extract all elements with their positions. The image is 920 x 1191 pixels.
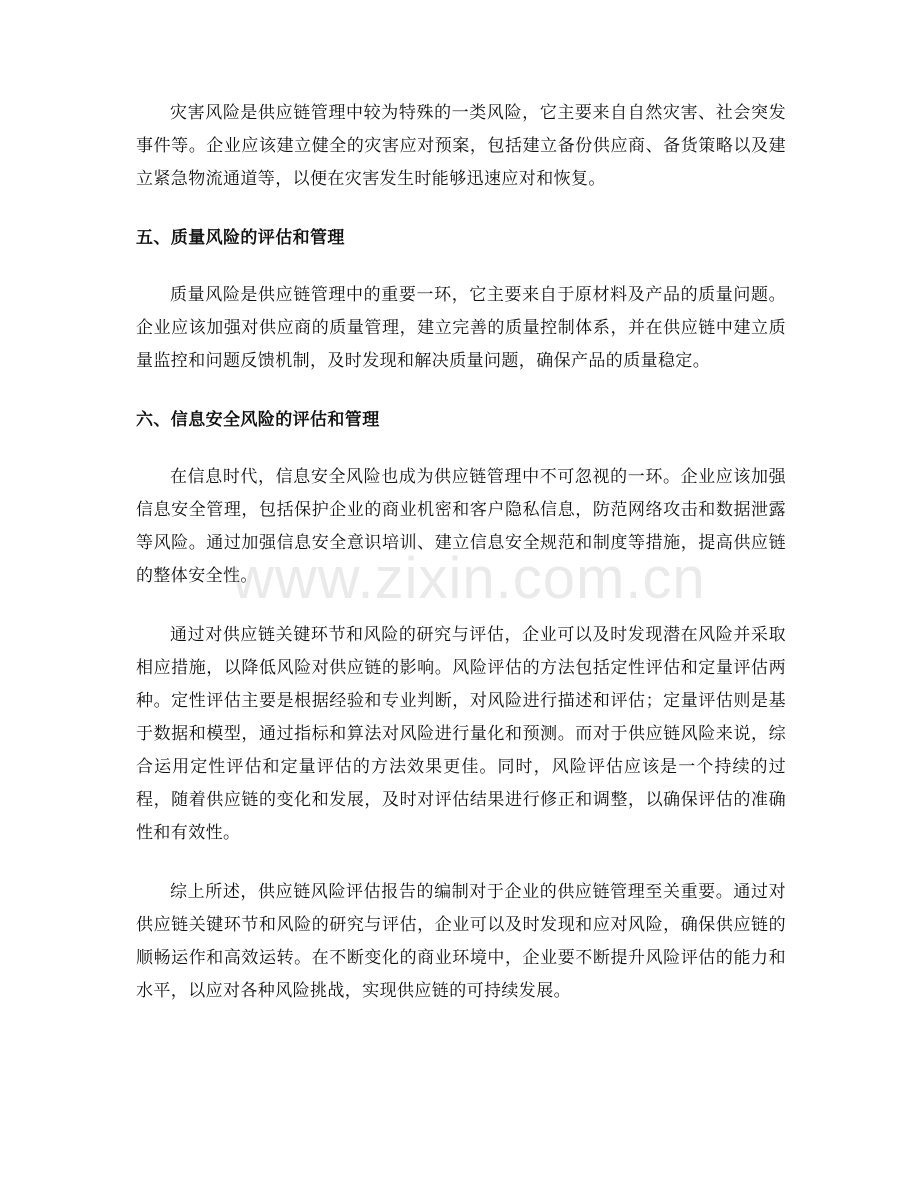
heading-quality-risk: 五、质量风险的评估和管理: [136, 228, 345, 248]
spacer: [136, 593, 786, 619]
document-page: [136, 97, 786, 1008]
paragraph-information-security-risk: 在信息时代，信息安全风险也成为供应链管理中不可忽视的一环。企业应该加强信息安全管理，包括保护企业的商业机密和客户隐私信息，防范网络攻击和数据泄露等风险。通过加强信息安全意识培训、建立信息安全规范和制度等措施，提高供应链的整体安全性。: [136, 467, 786, 586]
paragraph-quality-risk: 质量风险是供应链管理中的重要一环，它主要来自于原材料及产品的质量问题。企业应该加强对供应商的质量管理，建立完善的质量控制体系，并在供应链中建立质量监控和问题反馈机制，及时发现和解决质量问题，确保产品的质量稳定。: [136, 285, 786, 371]
spacer: [136, 196, 786, 222]
spacer: [136, 437, 786, 461]
spacer: [136, 378, 786, 404]
paragraph-conclusion: 综上所述，供应链风险评估报告的编制对于企业的供应链管理至关重要。通过对供应链关键环节和风险的研究与评估，企业可以及时发现和应对风险，确保供应链的顺畅运作和高效运转。在不断变化的商业环境中，企业要不断提升风险评估的能力和水平，以应对各种风险挑战，实现供应链的可持续发展。: [136, 882, 786, 1001]
paragraph-risk-assessment-methods: 通过对供应链关键环节和风险的研究与评估，企业可以及时发现潜在风险并采取相应措施，以降低风险对供应链的影响。风险评估的方法包括定性评估和定量评估两种。定性评估主要是根据经验和专业判断，对风险进行描述和评估；定量评估则是基于数据和模型，通过指标和算法对风险进行量化和预测。而对于供应链风险来说，综合运用定性评估和定量评估的方法效果更佳。同时，风险评估应该是一个持续的过程，随着供应链的变化和发展，及时对评估结果进行修正和调整，以确保评估的准确性和有效性。: [136, 625, 786, 843]
paragraph-disaster-risk: 灾害风险是供应链管理中较为特殊的一类风险，它主要来自自然灾害、社会突发事件等。企业应该建立健全的灾害应对预案，包括建立备份供应商、备货策略以及建立紧急物流通道等，以便在灾害发生时能够迅速应对和恢复。: [136, 103, 786, 189]
heading-information-security-risk: 六、信息安全风险的评估和管理: [136, 410, 380, 430]
spacer: [136, 255, 786, 279]
watermark: www.zixin.com.cn: [232, 546, 706, 611]
spacer: [136, 850, 786, 876]
